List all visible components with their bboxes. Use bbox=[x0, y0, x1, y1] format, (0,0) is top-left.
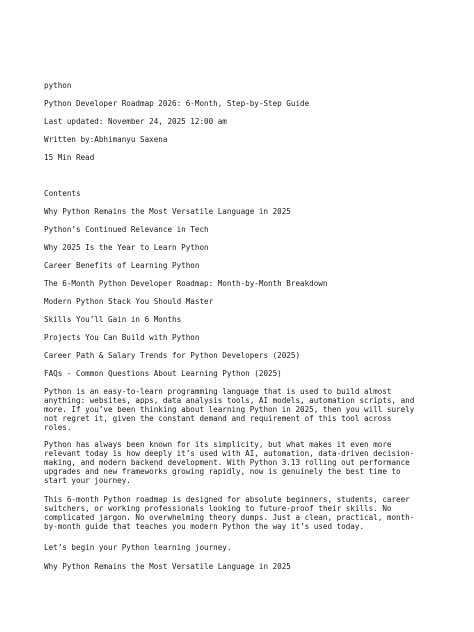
contents-item: Career Path & Salary Trends for Python Developers (2025) bbox=[44, 351, 301, 360]
paragraph-line: by-month guide that teaches you modern Python the way it’s used today. bbox=[44, 522, 365, 531]
paragraph-line: not regret it, given the constant demand and requirement of this tool across bbox=[44, 414, 392, 423]
paragraph-line: anything: websites, apps, data analysis tools, AI models, automation scripts, and bbox=[44, 396, 415, 405]
doc-read-time: 15 Min Read bbox=[44, 153, 95, 162]
paragraph-line: making, and modern backend development. With Python 3.13 rolling out performance bbox=[44, 458, 410, 467]
doc-updated: Last updated: November 24, 2025 12:00 am bbox=[44, 117, 227, 126]
paragraph-line: more. If you’ve been thinking about learning Python in 2025, then you will surely bbox=[44, 405, 415, 414]
paragraph-line: start your journey. bbox=[44, 476, 131, 485]
paragraph-line: roles. bbox=[44, 423, 72, 432]
doc-category: python bbox=[44, 81, 72, 90]
doc-title: Python Developer Roadmap 2026: 6-Month, Step-by-Step Guide bbox=[44, 99, 310, 108]
paragraph-line: This 6-month Python roadmap is designed for absolute beginners, students, career bbox=[44, 495, 410, 504]
paragraph-line: Python has always been known for its simplicity, but what makes it even more bbox=[44, 440, 392, 449]
contents-item: FAQs - Common Questions About Learning Python (2025) bbox=[44, 369, 282, 378]
contents-item: Why 2025 Is the Year to Learn Python bbox=[44, 243, 209, 252]
contents-item: Projects You Can Build with Python bbox=[44, 333, 200, 342]
closing-line: Let’s begin your Python learning journey. bbox=[44, 543, 232, 552]
contents-heading: Contents bbox=[44, 189, 81, 198]
section-heading: Why Python Remains the Most Versatile Language in 2025 bbox=[44, 562, 291, 571]
contents-item: Modern Python Stack You Should Master bbox=[44, 297, 214, 306]
contents-item: Why Python Remains the Most Versatile Language in 2025 bbox=[44, 207, 291, 216]
contents-item: Skills You’ll Gain in 6 Months bbox=[44, 315, 182, 324]
contents-item: Python’s Continued Relevance in Tech bbox=[44, 225, 209, 234]
paragraph-line: relevant today is how deeply it’s used with AI, automation, data-driven decision- bbox=[44, 449, 415, 458]
paragraph-line: complicated jargon. No overwhelming theory dumps. Just a clean, practical, month- bbox=[44, 513, 415, 522]
contents-item: Career Benefits of Learning Python bbox=[44, 261, 200, 270]
paragraph-line: upgrades and new frameworks growing rapidly, now is genuinely the best time to bbox=[44, 467, 401, 476]
paragraph-line: switchers, or working professionals looking to future-proof their skills. No bbox=[44, 504, 392, 513]
contents-item: The 6-Month Python Developer Roadmap: Month-by-Month Breakdown bbox=[44, 279, 328, 288]
paragraph-line: Python is an easy-to-learn programming language that is used to build almost bbox=[44, 387, 392, 396]
doc-author: Written by:Abhimanyu Saxena bbox=[44, 135, 168, 144]
